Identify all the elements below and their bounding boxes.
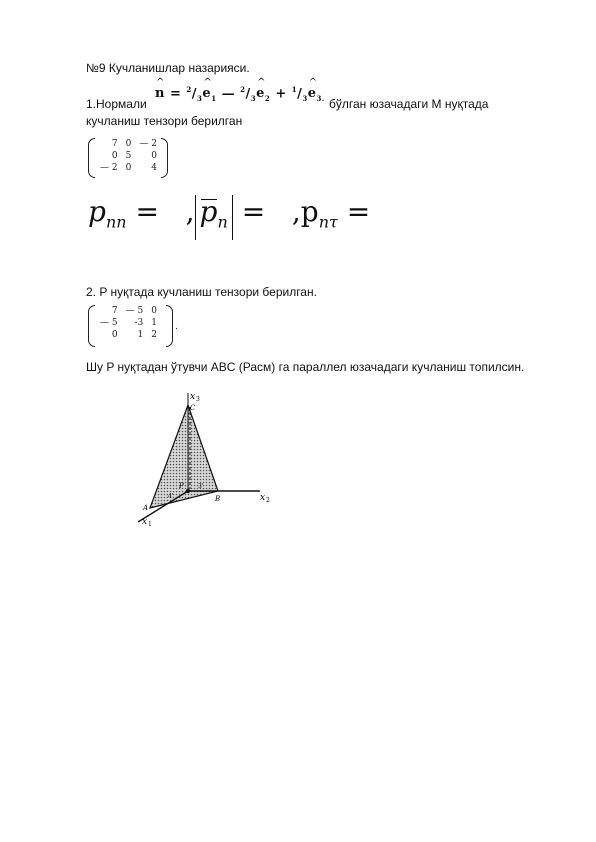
matrix1-table [96,138,161,174]
matrix2-cell: -3 [134,318,144,328]
problem1-lead: 1.Нормали [86,97,147,111]
eq-sign-2: = [241,195,266,228]
abs-p-n [195,195,233,240]
label-x1-idx: 1 [148,521,152,528]
plus-sign: + [275,86,287,102]
matrix2-trailing-dot: . [175,322,178,332]
label-3: 3' [198,483,204,490]
matrix2-right-bracket [166,305,173,347]
stress-components-formula [88,195,370,240]
minus-sign: — [221,86,236,102]
matrix1-cell: — 2 [139,139,157,149]
slash1: / [191,86,198,102]
eq-sign-3: = [346,195,371,228]
label-x2-idx: 2 [266,497,270,504]
matrix1-row [96,150,161,162]
matrix1-cell: 0 [125,139,132,149]
matrix1-row [96,138,161,150]
matrix2-cell: 2 [151,330,157,340]
matrix2-cell: 7 [111,306,118,316]
matrix1-row [96,162,161,174]
matrix2-row [96,305,161,317]
n-vector: ^ n [155,86,165,101]
e1: ^ e [202,86,211,101]
label-a: A [143,504,149,512]
p-nn-subscript: nn [105,212,127,232]
plane-abc-figure [130,385,280,530]
label-b: B [215,495,221,503]
c2-num: 2 [240,85,246,94]
label-p: P [179,482,184,490]
matrix2-row [96,329,161,341]
label-x3-idx: 3 [196,396,200,403]
matrix2-cell: 1 [137,330,144,340]
e2-idx: 2 [264,93,271,103]
matrix2-cell: 1 [151,318,157,328]
matrix2-cell: — 5 [125,306,144,316]
problem1-tail: бўлган юзачадаги М нуқтада [329,97,489,111]
matrix1-left-bracket [88,138,95,178]
c1-den: 3 [197,93,203,103]
eq-sign-1: = [135,195,159,228]
p-nn-symbol: p [88,195,106,228]
p-nt-subscript: nτ [318,212,338,232]
matrix2-left-bracket [88,305,95,347]
matrix1-right-bracket [161,138,168,178]
c3-num: 1 [291,85,298,94]
stress-tensor-matrix-2 [88,305,173,347]
matrix1-cell: 0 [125,163,132,173]
triangle-abc [150,405,221,508]
e1-idx: 1 [211,93,217,103]
eq-sign: = [169,86,182,102]
label-x2: x [260,493,266,503]
label-4: 4' [168,493,174,500]
matrix1-cell: 5 [125,151,132,161]
matrix2-row [96,317,161,329]
matrix1-cell: 0 [111,151,118,161]
problem2-text: 2. P нуқтада кучланиш тензори берилган. [86,285,317,299]
problem1-line2: кучланиш тензори берилган [86,114,243,128]
matrix1-cell: 4 [151,163,157,173]
heading: №9 Кучланишлар назарияси. [86,61,250,75]
matrix1-cell: 7 [111,139,118,149]
comma-p-tau: ,p [291,195,319,228]
e2: ^ e [256,86,265,101]
p-n-subscript: n [217,212,228,232]
matrix2-table [96,305,161,341]
comma-1: , [185,195,195,228]
matrix2-cell: — 5 [100,318,118,328]
matrix1-cell: — 2 [100,163,118,173]
matrix2-cell: 0 [111,330,118,340]
matrix1-cell: 0 [151,151,157,161]
label-x1: x [142,517,148,527]
point-p [186,489,190,493]
c3-den: 3 [302,93,308,103]
e3: ^ e [308,86,317,101]
c2-den: 3 [250,93,257,103]
p-bar-symbol: p [199,195,218,228]
slash2: / [245,86,251,102]
matrix2-cell: 0 [151,306,157,316]
label-x3: x [190,392,196,402]
e3-idx: 3. [316,93,325,103]
stress-tensor-matrix-1 [88,138,168,178]
label-c: C [190,404,196,412]
normal-vector-formula [155,85,325,103]
c1-num: 2 [186,85,192,94]
slash3: / [297,86,303,102]
problem2-question: Шу P нуқтадан ўтувчи ABC (Расм) га параллел юзачадаги кучланиш топилсин. [86,360,525,374]
